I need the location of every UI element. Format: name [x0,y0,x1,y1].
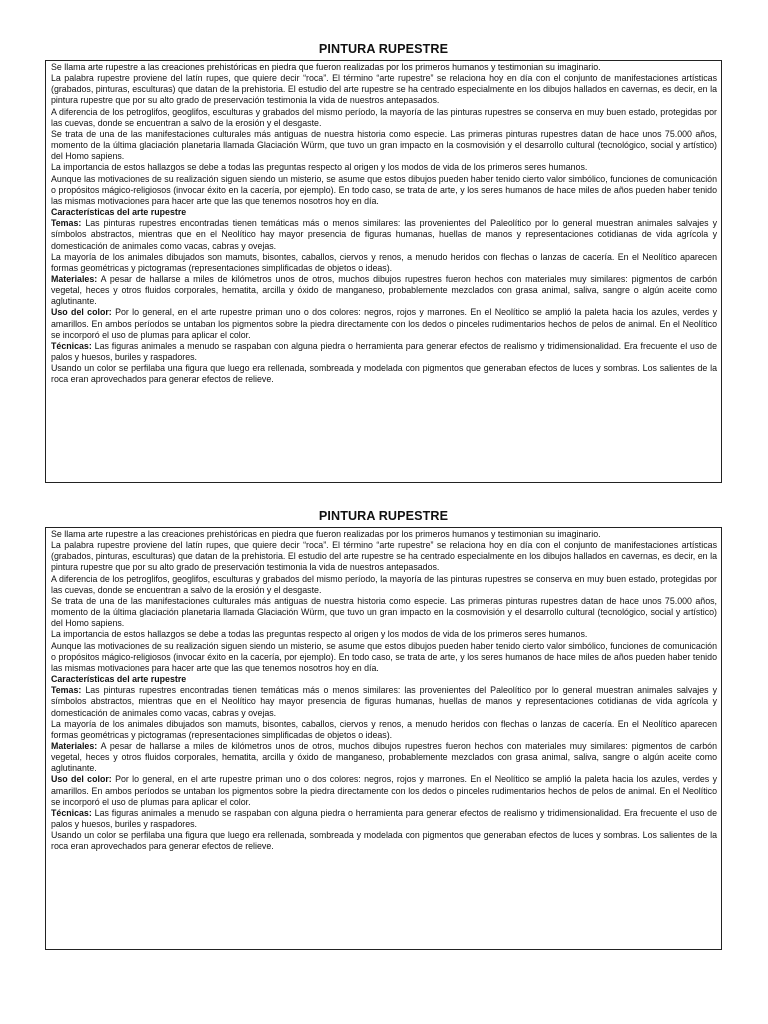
document-section [45,41,722,483]
paragraph [51,341,717,363]
paragraph [51,62,717,73]
paragraph [51,252,717,274]
paragraph [51,307,717,340]
paragraph-text: Se trata de una de las manifestaciones culturales más antiguas de nuestra historia como especie. Las primeras pinturas rupestres datan de hace unos 75.000 años, momento de la última glaciación planetaria llamada Glaciación Würm, que tuvo un gran impacto en la cosmovisión y el desarrollo cultural (tecnológico, social y artístico) del Homo sapiens. [51,595,717,629]
paragraph [51,363,717,385]
paragraph [51,685,717,718]
paragraph-label: Técnicas: [51,807,92,818]
paragraph-text: La palabra rupestre proviene del latín rupes, que quiere decir “roca”. El término “arte rupestre” se relaciona hoy en día con el conjunto de manifestaciones artísticas (grabados, pinturas, esculturas) que datan de la prehistoria. El estudio del arte rupestre se ha centrado especialmente en los dibujos hallados en cavernas, es decir, en la pintura rupestre que por su alto grado de preservación testimonia la vida de nuestros antepasados. [51,540,717,573]
paragraph [51,162,717,173]
paragraph [51,540,717,573]
document-section [45,508,722,950]
paragraph [51,107,717,129]
paragraph [51,596,717,629]
section-heading [51,674,717,685]
paragraph-text: Las pinturas rupestres encontradas tienen temáticas más o menos similares: las provenientes del Paleolítico por lo general muestran animales salvajes y símbolos abstractos, mientras que en el Neolítico hay mayor presencia de figuras humanas, huellas de manos y representaciones cotidianas de vida agrícola y domesticación de animales como vacas, cabras y ovejas. [51,685,717,718]
paragraph-label: Materiales: [51,273,98,284]
paragraph [51,774,717,807]
paragraph [51,741,717,774]
paragraph-label: Temas: [51,685,82,696]
paragraph-text: A pesar de hallarse a miles de kilómetros unos de otros, muchos dibujos rupestres fueron hechos con materiales muy similares: pigmentos de carbón vegetal, heces y otros fluidos corporales, hematita, arcilla y óxido de manganeso, probablemente mezclados con grasa animal, saliva, sangre o algún aceite como aglutinante. [51,273,717,307]
paragraph [51,719,717,741]
paragraph-text: Las pinturas rupestres encontradas tienen temáticas más o menos similares: las provenientes del Paleolítico por lo general muestran animales salvajes y símbolos abstractos, mientras que en el Neolítico hay mayor presencia de figuras humanas, huellas de manos y representaciones cotidianas de vida agrícola y domesticación de animales como vacas, cabras y ovejas. [51,218,717,251]
section-heading [51,207,717,218]
section-title: PINTURA RUPESTRE [318,509,449,523]
paragraph [51,274,717,307]
paragraph [51,574,717,596]
paragraph [51,73,717,106]
paragraph-label: Materiales: [51,740,98,751]
paragraph [51,529,717,540]
paragraph-text: Las figuras animales a menudo se raspaban con alguna piedra o herramienta para generar efectos de realismo y tridimensionalidad. Era frecuente el uso de palos y huesos, buriles y raspadores. [51,340,717,363]
paragraph-text: La palabra rupestre proviene del latín rupes, que quiere decir “roca”. El término “arte rupestre” se relaciona hoy en día con el conjunto de manifestaciones artísticas (grabados, pinturas, esculturas) que datan de la prehistoria. El estudio del arte rupestre se ha centrado especialmente en los dibujos hallados en cavernas, es decir, en la pintura rupestre que por su alto grado de preservación testimonia la vida de nuestros antepasados. [51,73,717,106]
paragraph [51,218,717,251]
paragraph-text: La importancia de estos hallazgos se debe a todas las preguntas respecto al origen y los modos de vida de los primeros seres humanos. [51,629,588,640]
paragraph-label: Uso del color: [51,774,112,785]
paragraph [51,129,717,162]
paragraph-text: Por lo general, en el arte rupestre priman uno o dos colores: negros, rojos y marrones. En el Neolítico se amplió la paleta hacia los azules, verdes y amarillos. En ambos períodos se untaban los pigmentos sobre la piedra directamente con los dedos o pinceles rudimentarios hechos de pelos de animal. En el Neolítico se incorporó el uso de plumas para aplicar el color. [51,774,717,807]
paragraph [51,830,717,852]
paragraph-label: Temas: [51,218,82,229]
paragraph-label: Características del arte rupestre [51,674,187,685]
paragraph-text: La importancia de estos hallazgos se debe a todas las preguntas respecto al origen y los modos de vida de los primeros seres humanos. [51,162,588,173]
paragraph-text: Se trata de una de las manifestaciones culturales más antiguas de nuestra historia como especie. Las primeras pinturas rupestres datan de hace unos 75.000 años, momento de la última glaciación planetaria llamada Glaciación Würm, que tuvo un gran impacto en la cosmovisión y el desarrollo cultural (tecnológico, social y artístico) del Homo sapiens. [51,128,717,162]
paragraph-text: Se llama arte rupestre a las creaciones prehistóricas en piedra que fueron realizadas por los primeros humanos y testimonian su imaginario. [51,529,601,539]
text-box [45,527,722,950]
paragraph-text: Las figuras animales a menudo se raspaban con alguna piedra o herramienta para generar efectos de realismo y tridimensionalidad. Era frecuente el uso de palos y huesos, buriles y raspadores. [51,807,717,830]
paragraph-text: La mayoría de los animales dibujados son mamuts, bisontes, caballos, ciervos y renos, a menudo heridos con flechas o lanzas de cacería. En el Neolítico aparecen formas geométricas y pictogramas (representaciones simplificadas de objetos o ideas). [51,251,717,273]
paragraph-text: Aunque las motivaciones de su realización siguen siendo un misterio, se asume que estos dibujos pueden haber tenido cierto valor simbólico, funciones de comunicación o propósitos mágico-religiosos (invocar éxito en la cacería, por ejemplo). En todo caso, se trata de arte, y los seres humanos de hace miles de años pueden haber tenido las mismas motivaciones para hacer arte que las que tenemos nosotros hoy en día. [51,640,717,673]
paragraph-text: A pesar de hallarse a miles de kilómetros unos de otros, muchos dibujos rupestres fueron hechos con materiales muy similares: pigmentos de carbón vegetal, heces y otros fluidos corporales, hematita, arcilla y óxido de manganeso, probablemente mezclados con grasa animal, saliva, sangre o algún aceite como aglutinante. [51,740,717,774]
paragraph-text: A diferencia de los petroglifos, geoglifos, esculturas y grabados del mismo período, la mayoría de las pinturas rupestres se conserva en muy buen estado, protegidas por las cuevas, donde se encuentran a salvo de la erosión y el desgaste. [51,106,717,128]
paragraph [51,808,717,830]
text-box [45,60,722,483]
paragraph-text: La mayoría de los animales dibujados son mamuts, bisontes, caballos, ciervos y renos, a menudo heridos con flechas o lanzas de cacería. En el Neolítico aparecen formas geométricas y pictogramas (representaciones simplificadas de objetos o ideas). [51,718,717,740]
paragraph [51,629,717,640]
paragraph-label: Uso del color: [51,307,112,318]
paragraph [51,174,717,207]
section-title: PINTURA RUPESTRE [318,42,449,56]
paragraph-text: Usando un color se perfilaba una figura que luego era rellenada, sombreada y modelada con pigmentos que generaban efectos de luces y sombras. Los salientes de la roca eran aprovechados para generar efectos de relieve. [51,363,717,385]
paragraph-text: A diferencia de los petroglifos, geoglifos, esculturas y grabados del mismo período, la mayoría de las pinturas rupestres se conserva en muy buen estado, protegidas por las cuevas, donde se encuentran a salvo de la erosión y el desgaste. [51,573,717,595]
paragraph-text: Por lo general, en el arte rupestre priman uno o dos colores: negros, rojos y marrones. En el Neolítico se amplió la paleta hacia los azules, verdes y amarillos. En ambos períodos se untaban los pigmentos sobre la piedra directamente con los dedos o pinceles rudimentarios hechos de pelos de animal. En el Neolítico se incorporó el uso de plumas para aplicar el color. [51,307,717,340]
paragraph-label: Técnicas: [51,340,92,351]
paragraph-text: Aunque las motivaciones de su realización siguen siendo un misterio, se asume que estos dibujos pueden haber tenido cierto valor simbólico, funciones de comunicación o propósitos mágico-religiosos (invocar éxito en la cacería, por ejemplo). En todo caso, se trata de arte, y los seres humanos de hace miles de años pueden haber tenido las mismas motivaciones para hacer arte que las que tenemos nosotros hoy en día. [51,173,717,206]
paragraph-text: Se llama arte rupestre a las creaciones prehistóricas en piedra que fueron realizadas por los primeros humanos y testimonian su imaginario. [51,62,601,72]
paragraph [51,641,717,674]
paragraph-label: Características del arte rupestre [51,207,187,218]
paragraph-text: Usando un color se perfilaba una figura que luego era rellenada, sombreada y modelada con pigmentos que generaban efectos de luces y sombras. Los salientes de la roca eran aprovechados para generar efectos de relieve. [51,830,717,852]
